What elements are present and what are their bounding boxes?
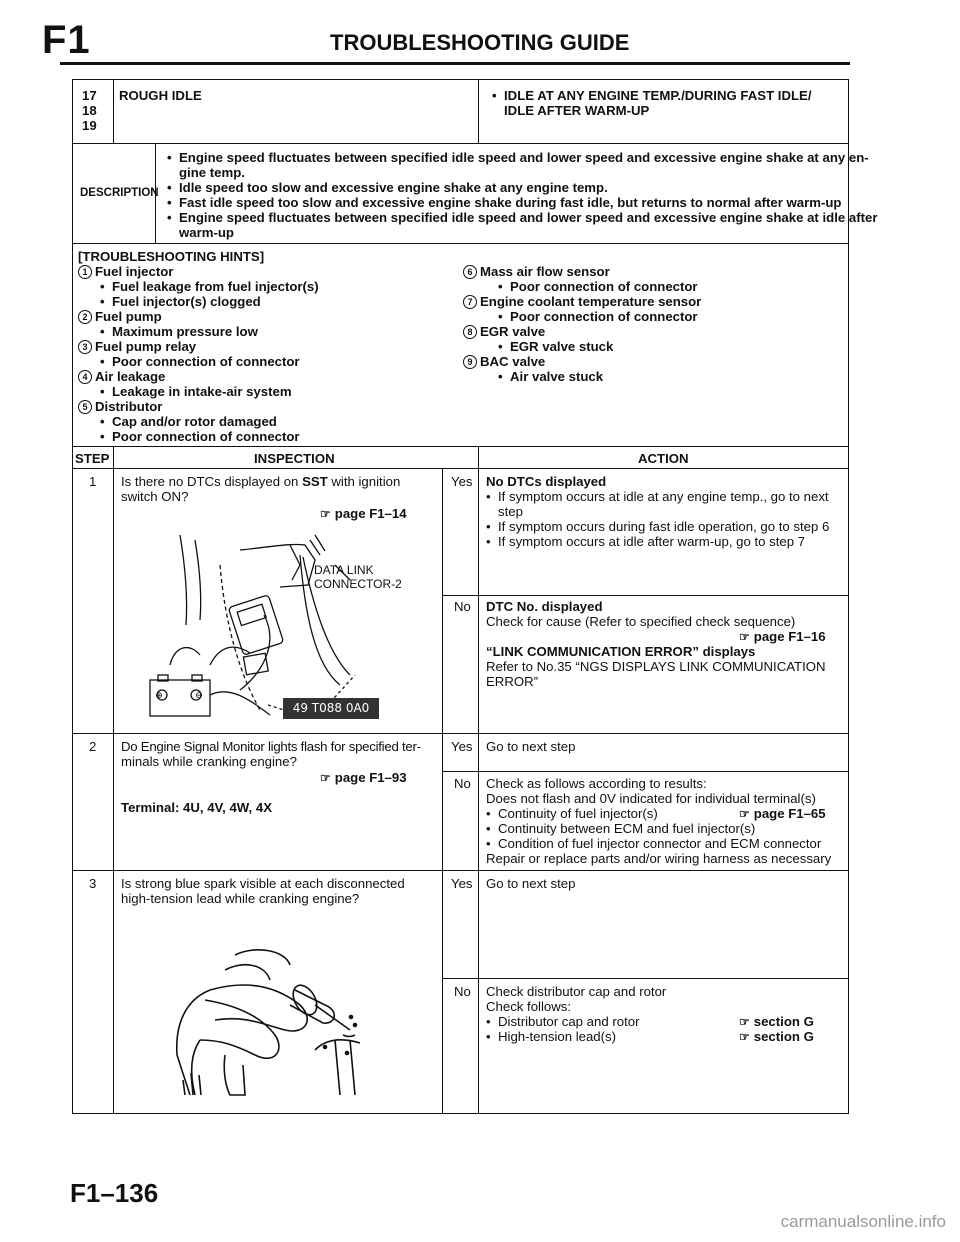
vrule-yes-no	[478, 446, 479, 1114]
action-item: • Condition of fuel injector connector and ECM connector	[498, 836, 821, 851]
pointing-hand-icon: ☞	[739, 1030, 750, 1044]
symptom-number-2: 18	[82, 103, 97, 118]
action-title: No DTCs displayed	[486, 474, 607, 489]
hint-sub: • Leakage in intake-air system	[112, 384, 292, 399]
page-reference: ☞ page F1–16	[739, 629, 826, 644]
hint-item: 9 BAC valve	[463, 354, 545, 369]
hint-item: 6 Mass air flow sensor	[463, 264, 610, 279]
step-number: 1	[89, 474, 97, 489]
step-inspection-cont: high-tension lead while cranking engine?	[121, 891, 360, 906]
action-text: Go to next step	[486, 739, 576, 754]
step-inspection: Is strong blue spark visible at each disconnected	[121, 876, 405, 891]
yes-label: Yes	[451, 474, 473, 489]
rule-description	[72, 243, 849, 244]
symptom-condition: • IDLE AT ANY ENGINE TEMP./DURING FAST IDLE/	[504, 88, 812, 103]
action-item-cont: step	[498, 504, 523, 519]
symptom-number-3: 19	[82, 118, 97, 133]
no-label: No	[454, 984, 471, 999]
figure-label: CONNECTOR-2	[314, 577, 402, 591]
action-item: • If symptom occurs at idle after warm-up, go to step 7	[498, 534, 805, 549]
hint-sub: • Poor connection of connector	[112, 429, 300, 444]
svg-text:⊖: ⊖	[195, 691, 203, 701]
action-item: • High-tension lead(s)	[498, 1029, 616, 1044]
action-text: Check as follows according to results:	[486, 776, 707, 791]
description-item-cont: warm-up	[179, 225, 234, 240]
step-inspection: Do Engine Signal Monitor lights flash for specified ter-	[121, 739, 421, 754]
action-text: Repair or replace parts and/or wiring harness as necessary	[486, 851, 832, 866]
hint-sub: • Fuel injector(s) clogged	[112, 294, 261, 309]
action-text: Check distributor cap and rotor	[486, 984, 667, 999]
page-reference: ☞ page F1–14	[320, 506, 407, 521]
rule-step1	[72, 733, 849, 734]
no-label: No	[454, 599, 471, 614]
pointing-hand-icon: ☞	[320, 507, 331, 521]
pointing-hand-icon: ☞	[739, 630, 750, 644]
rule-step2	[72, 870, 849, 871]
section-reference: ☞ section G	[739, 1014, 814, 1029]
symptom-name: ROUGH IDLE	[119, 88, 202, 103]
action-item: • Distributor cap and rotor	[498, 1014, 639, 1029]
rule-table-head	[72, 468, 849, 469]
hint-sub: • Air valve stuck	[510, 369, 603, 384]
svg-text:⊕: ⊕	[155, 691, 163, 701]
rule-s1-yes-no	[442, 595, 849, 596]
vrule-step	[113, 446, 114, 1114]
hint-item: 5 Distributor	[78, 399, 162, 414]
pointing-hand-icon: ☞	[739, 807, 750, 821]
symptom-number-1: 17	[82, 88, 97, 103]
description-item: • Idle speed too slow and excessive engine shake at any engine temp.	[179, 180, 608, 195]
yes-label: Yes	[451, 739, 473, 754]
hint-sub: • Poor connection of connector	[112, 354, 300, 369]
circled-number-5: 5	[78, 400, 92, 414]
circled-number-9: 9	[463, 355, 477, 369]
vrule-inspection	[442, 468, 443, 1114]
action-text: Check for cause (Refer to specified check sequence)	[486, 614, 796, 629]
description-label: DESCRIPTION	[80, 187, 159, 199]
spark-test-figure	[165, 945, 405, 1105]
description-item: • Engine speed fluctuates between specified idle speed and lower speed and excessive engine shake at any en-	[179, 150, 869, 165]
no-label: No	[454, 776, 471, 791]
hint-item: 2 Fuel pump	[78, 309, 162, 324]
step-number: 2	[89, 739, 97, 754]
circled-number-8: 8	[463, 325, 477, 339]
figure-tag: 49 T088 0A0	[283, 698, 379, 719]
circled-number-2: 2	[78, 310, 92, 324]
action-item: • If symptom occurs at idle at any engine temp., go to next	[498, 489, 829, 504]
hint-sub: • Maximum pressure low	[112, 324, 258, 339]
action-text: Check follows:	[486, 999, 572, 1014]
step-inspection-cont: switch ON?	[121, 489, 189, 504]
action-text: Does not flash and 0V indicated for individual terminal(s)	[486, 791, 816, 806]
step-number: 3	[89, 876, 97, 891]
action-text: Go to next step	[486, 876, 576, 891]
hint-sub: • Poor connection of connector	[510, 309, 698, 324]
hint-item: 8 EGR valve	[463, 324, 545, 339]
circled-number-3: 3	[78, 340, 92, 354]
section-code: F1	[42, 18, 91, 62]
terminal-list: Terminal: 4U, 4V, 4W, 4X	[121, 800, 272, 815]
col-inspection: INSPECTION	[254, 451, 335, 466]
action-item: • Continuity between ECM and fuel injector(s)	[498, 821, 755, 836]
figure-label: DATA LINK	[314, 563, 374, 577]
hint-sub: • EGR valve stuck	[510, 339, 613, 354]
page-title: TROUBLESHOOTING GUIDE	[330, 30, 630, 55]
circled-number-1: 1	[78, 265, 92, 279]
hint-sub: • Fuel leakage from fuel injector(s)	[112, 279, 319, 294]
circled-number-7: 7	[463, 295, 477, 309]
page-reference: ☞ page F1–65	[739, 806, 826, 821]
circled-number-6: 6	[463, 265, 477, 279]
hint-sub: • Poor connection of connector	[510, 279, 698, 294]
page-number: F1–136	[70, 1178, 159, 1208]
hint-item: 1 Fuel injector	[78, 264, 173, 279]
rule-s3-yes-no	[442, 978, 849, 979]
description-item-cont: gine temp.	[179, 165, 245, 180]
col-action: ACTION	[638, 451, 689, 466]
pointing-hand-icon: ☞	[320, 771, 331, 785]
action-item: • Continuity of fuel injector(s)	[498, 806, 658, 821]
action-title: DTC No. displayed	[486, 599, 603, 614]
action-text: ERROR”	[486, 674, 539, 689]
rule-hints	[72, 446, 849, 447]
col-step: STEP	[75, 451, 110, 466]
hints-title: [TROUBLESHOOTING HINTS]	[78, 249, 265, 264]
step-inspection: Is there no DTCs displayed on SST with ignition	[121, 474, 401, 489]
action-title: “LINK COMMUNICATION ERROR” displays	[486, 644, 756, 659]
hint-sub: • Cap and/or rotor damaged	[112, 414, 277, 429]
hint-item: 3 Fuel pump relay	[78, 339, 196, 354]
vrule-symptom-num	[113, 79, 114, 143]
symptom-condition-cont: IDLE AFTER WARM-UP	[504, 103, 650, 118]
data-link-connector-figure	[140, 525, 420, 725]
step-inspection-cont: minals while cranking engine?	[121, 754, 297, 769]
yes-label: Yes	[451, 876, 473, 891]
hint-item: 7 Engine coolant temperature sensor	[463, 294, 701, 309]
circled-number-4: 4	[78, 370, 92, 384]
vrule-symptom-cond	[478, 79, 479, 143]
page-reference: ☞ page F1–93	[320, 770, 407, 785]
watermark: carmanualsonline.info	[780, 1212, 946, 1231]
section-reference: ☞ section G	[739, 1029, 814, 1044]
hint-item: 4 Air leakage	[78, 369, 165, 384]
description-item: • Engine speed fluctuates between specified idle speed and lower speed and excessive engine shake at idle after	[179, 210, 877, 225]
header-rule	[60, 62, 850, 65]
rule-symptom	[72, 143, 849, 144]
rule-s2-yes-no	[442, 771, 849, 772]
pointing-hand-icon: ☞	[739, 1015, 750, 1029]
action-item: • If symptom occurs during fast idle operation, go to step 6	[498, 519, 829, 534]
description-item: • Fast idle speed too slow and excessive engine shake during fast idle, but returns to normal after warm-up	[179, 195, 841, 210]
action-text: Refer to No.35 “NGS DISPLAYS LINK COMMUNICATION	[486, 659, 826, 674]
